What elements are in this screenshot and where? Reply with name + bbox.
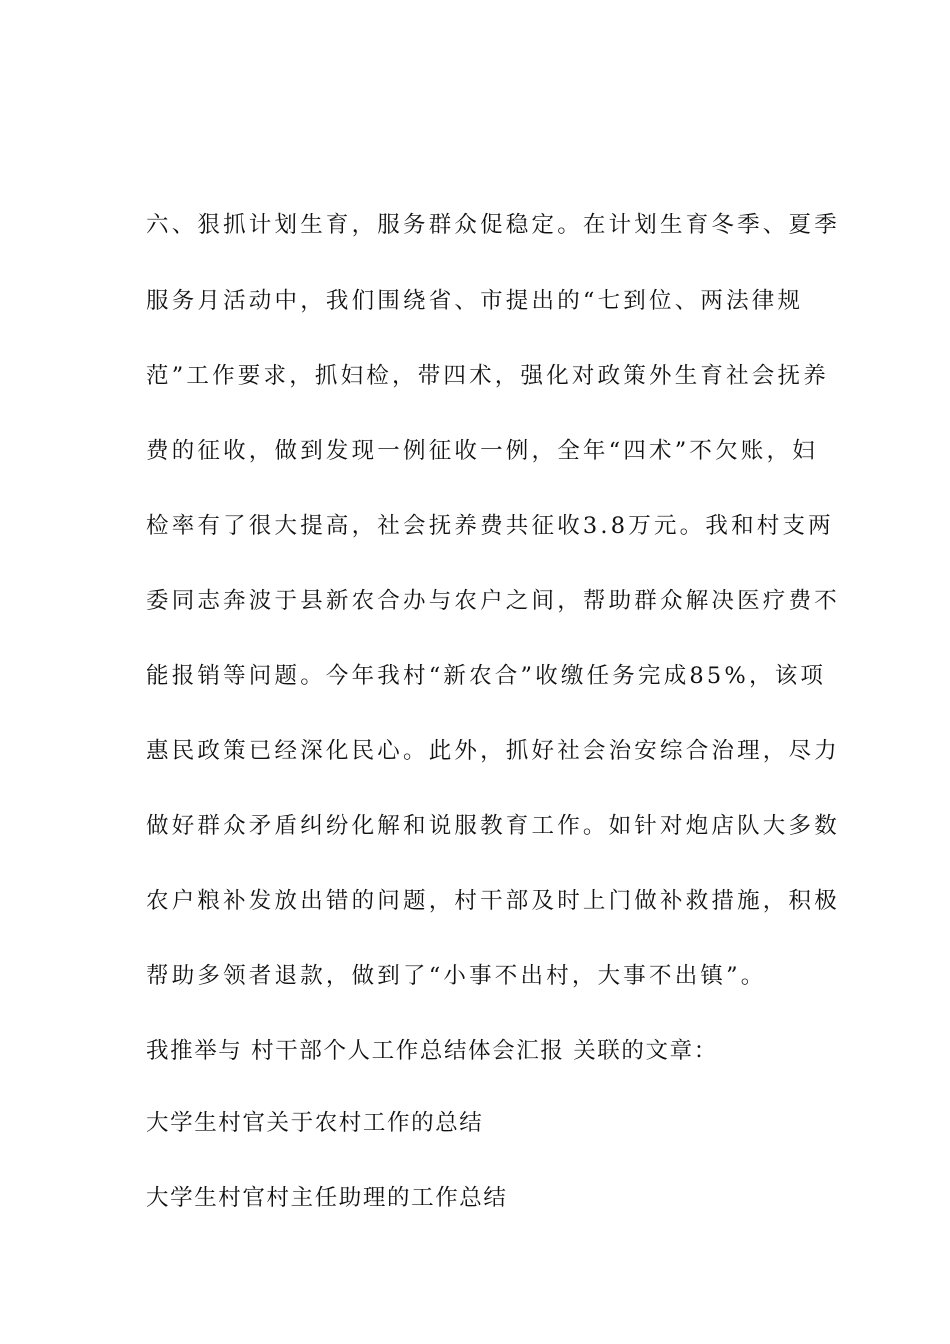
paragraph-line: 检率有了很大提高，社会抚养费共征收3.8万元。我和村支两	[146, 513, 834, 539]
paragraph-line: 帮助多领者退款，做到了“小事不出村，大事不出镇”。	[146, 963, 767, 989]
paragraph-line: 范”工作要求，抓妇检，带四术，强化对政策外生育社会抚养	[146, 363, 829, 389]
paragraph-line: 农户粮补发放出错的问题，村干部及时上门做补救措施，积极	[146, 888, 840, 914]
related-article-link[interactable]: 大学生村官关于农村工作的总结	[146, 1110, 484, 1136]
paragraph-line: 做好群众矛盾纠纷化解和说服教育工作。如针对炮店队大多数	[146, 813, 840, 839]
paragraph-line: 费的征收，做到发现一例征收一例，全年“四术”不欠账，妇	[146, 438, 818, 464]
related-article-link[interactable]: 大学生村官村主任助理的工作总结	[146, 1185, 508, 1211]
paragraph-line: 委同志奔波于县新农合办与农户之间，帮助群众解决医疗费不	[146, 588, 840, 614]
paragraph-line: 服务月活动中，我们围绕省、市提出的“七到位、两法律规	[146, 288, 804, 314]
paragraph-line: 惠民政策已经深化民心。此外，抓好社会治安综合治理，尽力	[146, 738, 840, 764]
related-articles-heading: 我推举与 村干部个人工作总结体会汇报 关联的文章：	[146, 1038, 718, 1064]
paragraph-line: 能报销等问题。今年我村“新农合”收缴任务完成85%，该项	[146, 663, 827, 689]
paragraph-line: 六、狠抓计划生育，服务群众促稳定。在计划生育冬季、夏季	[146, 212, 840, 238]
